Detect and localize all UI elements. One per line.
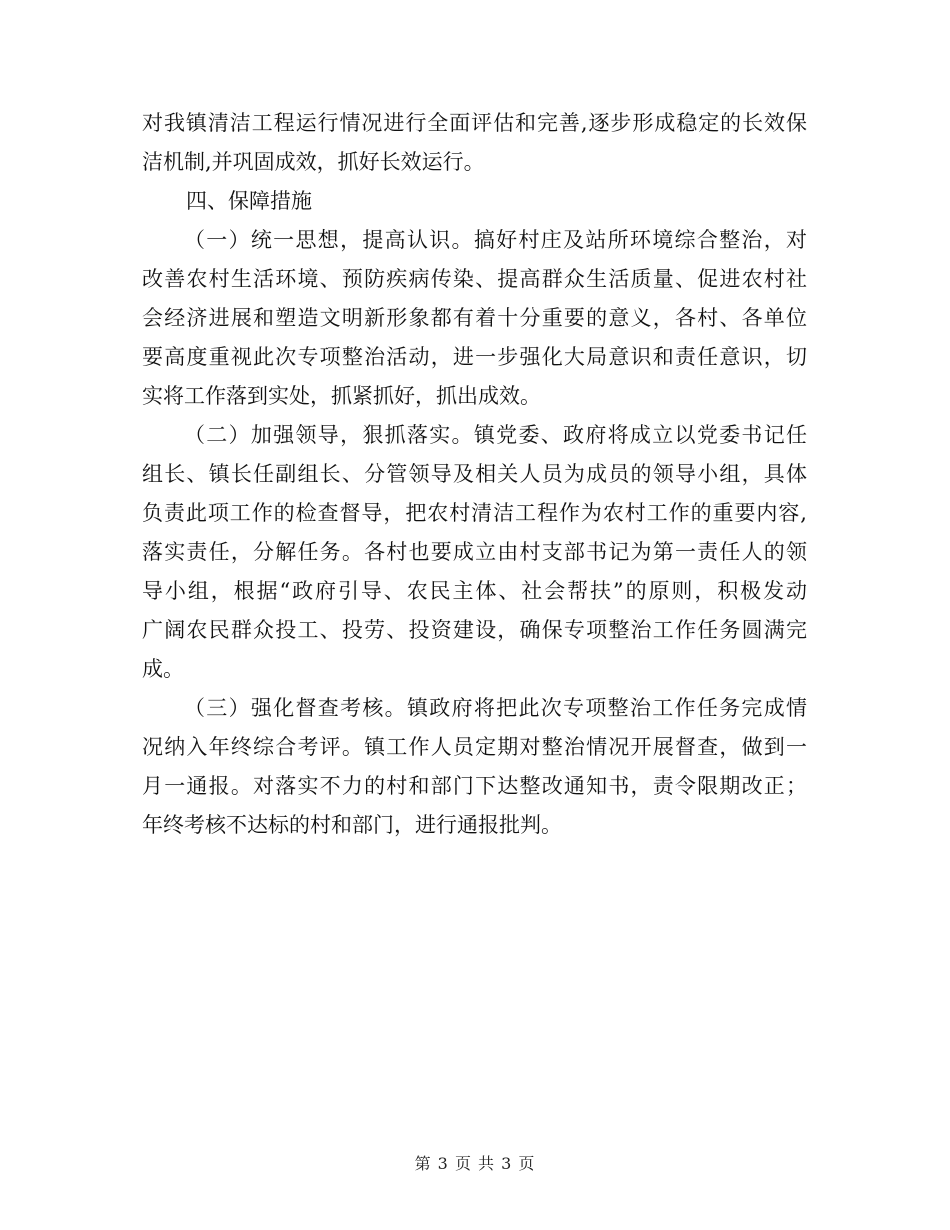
text-line: （一）统一思想，提高认识。搞好村庄及站所环境综合整治，对: [184, 228, 807, 252]
document-body: [142, 107, 807, 848]
text-line: 组长、镇长任副组长、分管领导及相关人员为成员的领导小组，具体: [142, 462, 807, 486]
section-heading: [142, 185, 807, 217]
text-line: 况纳入年终综合考评。镇工作人员定期对整治情况开展督查，做到一: [142, 735, 807, 759]
text-line: 洁机制,并巩固成效，抓好长效运行。: [142, 150, 485, 174]
section-heading-text: 四、保障措施: [186, 189, 312, 213]
text-line: （三）强化督查考核。镇政府将把此次专项整治工作任务完成情: [184, 696, 807, 720]
text-line: 对我镇清洁工程运行情况进行全面评估和完善,逐步形成稳定的长效保: [142, 111, 807, 135]
text-line: 成。: [142, 657, 184, 681]
paragraph-measure-2: [142, 419, 807, 685]
text-line: 广阔农民群众投工、投劳、投资建设，确保专项整治工作任务圆满完: [142, 618, 807, 642]
text-line: 改善农村生活环境、预防疾病传染、提高群众生活质量、促进农村社: [142, 267, 807, 291]
text-line: 要高度重视此次专项整治活动，进一步强化大局意识和责任意识，切: [142, 345, 807, 369]
text-line: 月一通报。对落实不力的村和部门下达整改通知书，责令限期改正；: [142, 774, 807, 798]
text-line: 负责此项工作的检查督导，把农村清洁工程作为农村工作的重要内容,: [142, 501, 807, 525]
text-line: 会经济进展和塑造文明新形象都有着十分重要的意义，各村、各单位: [142, 306, 807, 330]
text-line: 落实责任，分解任务。各村也要成立由村支部书记为第一责任人的领: [142, 540, 807, 564]
text-line: 年终考核不达标的村和部门，进行通报批判。: [142, 813, 562, 837]
page-number-footer: 第 3 页 共 3 页: [414, 1154, 536, 1173]
paragraph-continuation: [142, 107, 807, 178]
text-line: （二）加强领导，狠抓落实。镇党委、政府将成立以党委书记任: [184, 423, 807, 447]
text-line: 导小组，根据“政府引导、农民主体、社会帮扶”的原则，积极发动: [142, 579, 807, 603]
paragraph-measure-1: [142, 224, 807, 412]
paragraph-measure-3: [142, 692, 807, 841]
text-line: 实将工作落到实处，抓紧抓好，抓出成效。: [142, 384, 541, 408]
